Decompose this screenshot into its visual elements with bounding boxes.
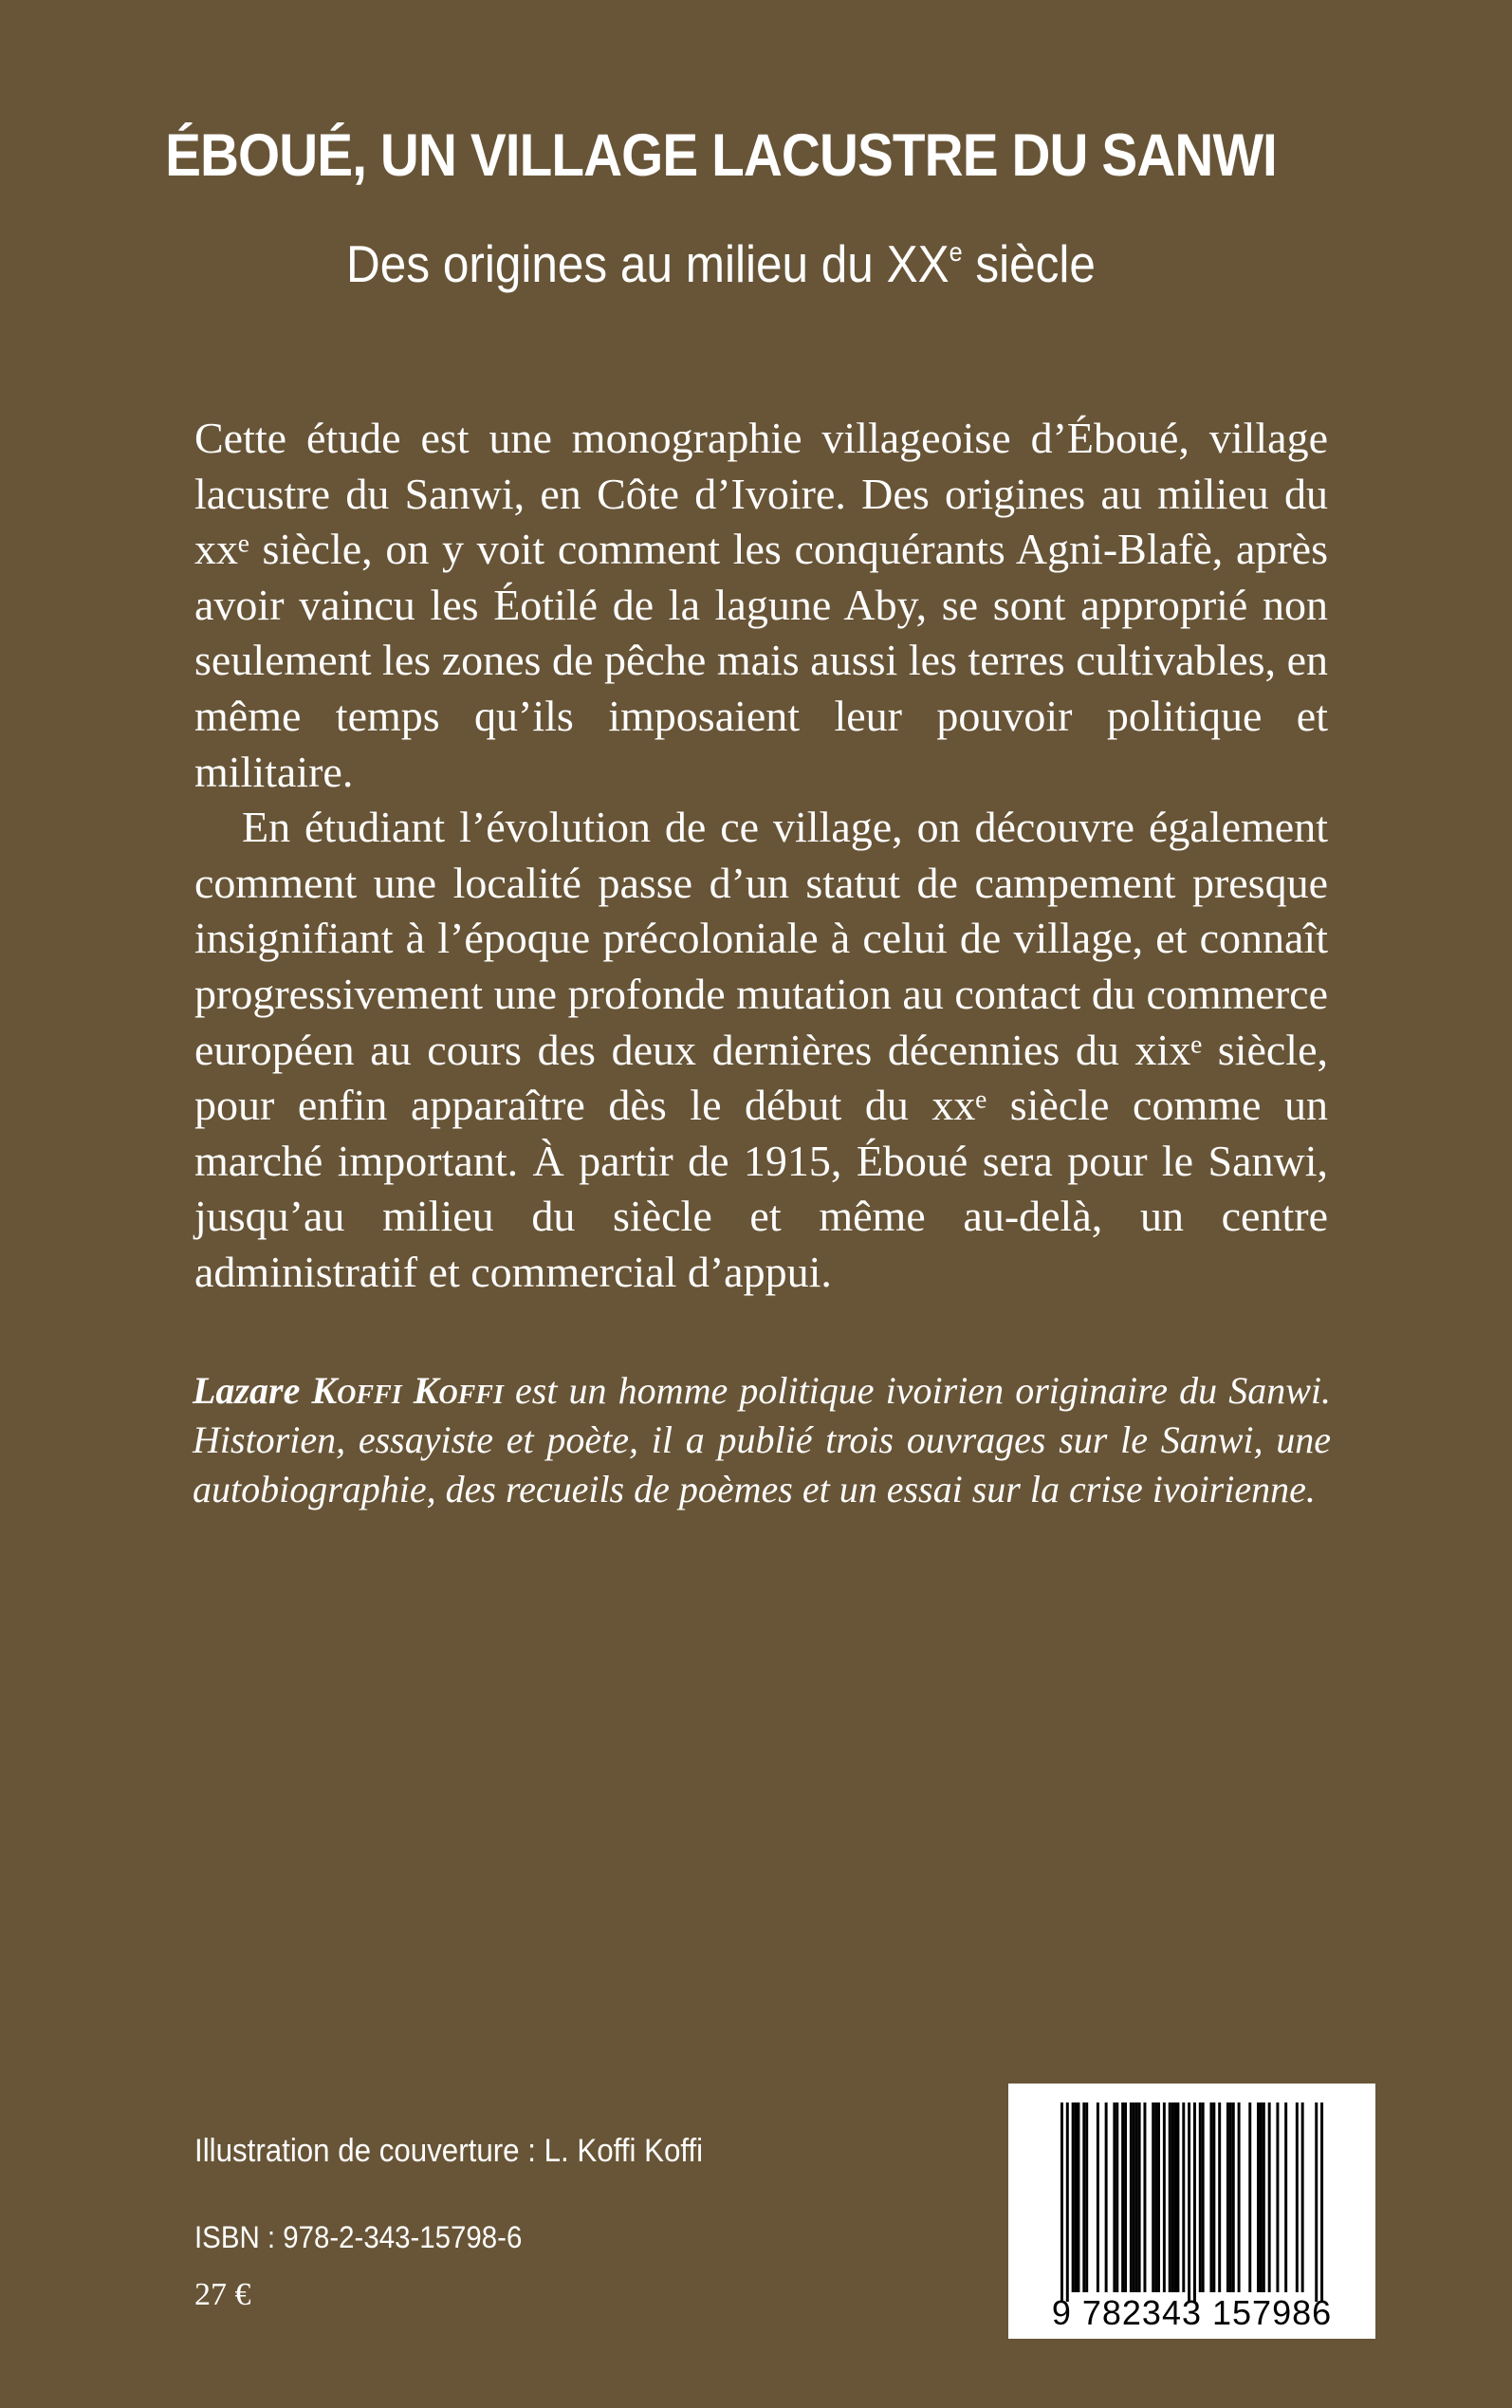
summary-paragraph-2: En étudiant l’évolution de ce village, on découvre également comment une localité passe d’un statut de campement presque insignifiant à l’époque précoloniale à celui de village, et connaît progressivement une profonde mutation au contact du commerce européen au cours des deux dernières décennies du xixᵉ siècle, pour enfin apparaître dès le début du xxᵉ siècle comme un marché important. À partir de 1915, Éboué sera pour le Sanwi, jusqu’au milieu du siècle et même au-delà, un centre administratif et commercial d’appui. <box>194 803 1328 1296</box>
barcode-bar <box>1105 2102 1108 2292</box>
barcode-bar <box>1182 2102 1185 2292</box>
barcode-bar <box>1226 2102 1229 2292</box>
barcode-bar <box>1209 2102 1212 2292</box>
barcode-bar <box>1263 2102 1265 2292</box>
barcode-bar <box>1199 2102 1202 2292</box>
barcode-bar <box>1077 2102 1079 2292</box>
barcode-bar <box>1315 2102 1318 2302</box>
barcode-bar <box>1075 2102 1078 2292</box>
barcode-bar <box>1212 2102 1215 2292</box>
cover-illustration-credit: Illustration de couverture : L. Koffi Koffi <box>194 2133 704 2169</box>
author-bio <box>193 1366 1331 1514</box>
barcode-bar <box>1218 2102 1221 2292</box>
book-title: ÉBOUÉ, UN VILLAGE LACUSTRE DU SANWI <box>165 122 1277 189</box>
barcode-bar <box>1124 2102 1127 2292</box>
barcode-bar <box>1229 2102 1232 2292</box>
subtitle-prefix: Des origines au milieu du XX <box>346 234 950 293</box>
subtitle-suffix: siècle <box>962 234 1096 293</box>
barcode-bar <box>1138 2102 1141 2292</box>
barcode-bar <box>1268 2102 1271 2292</box>
barcode-bar <box>1320 2102 1323 2302</box>
summary-text <box>194 411 1328 1301</box>
book-subtitle <box>72 232 1370 295</box>
barcode-bar <box>1130 2102 1133 2292</box>
barcode-bar <box>1284 2102 1287 2292</box>
barcode-bar <box>1232 2102 1235 2292</box>
barcode-bar <box>1171 2102 1174 2292</box>
subtitle-superscript: e <box>949 237 963 267</box>
barcode-bar <box>1238 2102 1241 2292</box>
author-bio-text: est un homme politique ivoirien originaire du Sanwi. Historien, essayiste et poète, il a publié trois ouvrages sur le Sanwi, une autobiographie, des recueils de poèmes et un essai sur la crise ivoirienne. <box>193 1369 1331 1510</box>
barcode-bar <box>1193 2102 1196 2302</box>
price: 27 € <box>194 2277 251 2312</box>
barcode-digits: 9 782343 157986 <box>1051 2293 1333 2332</box>
summary-paragraph-1: Cette étude est une monographie villageoise d’Éboué, village lacustre du Sanwi, en Côte d’Ivoire. Des origines au milieu du xxᵉ siècle, on y voit comment les conquérants Agni-Blafè, après avoir vaincu les Éotilé de la lagune Aby, se sont approprié non seulement les zones de pêche mais aussi les terres cultivables, en même temps qu’ils imposaient leur pouvoir politique et militaire. <box>194 414 1328 796</box>
barcode <box>1008 2084 1375 2339</box>
barcode-bars <box>1027 2102 1356 2302</box>
barcode-bar <box>1143 2102 1146 2292</box>
barcode-bar <box>1133 2102 1135 2292</box>
barcode-bar <box>1121 2102 1124 2292</box>
barcode-bar <box>1082 2102 1085 2292</box>
barcode-bar <box>1260 2102 1263 2292</box>
barcode-bar <box>1257 2102 1260 2292</box>
barcode-bar <box>1157 2102 1160 2292</box>
barcode-bar <box>1174 2102 1177 2292</box>
barcode-bar <box>1176 2102 1179 2292</box>
barcode-bar <box>1188 2102 1190 2302</box>
author-first-name: Lazare <box>193 1369 301 1412</box>
barcode-bar <box>1296 2102 1299 2292</box>
isbn: ISBN : 978-2-343-15798-6 <box>194 2220 523 2254</box>
barcode-bar <box>1066 2102 1069 2302</box>
author-name <box>193 1369 504 1412</box>
barcode-bar <box>1276 2102 1279 2292</box>
barcode-bar <box>1154 2102 1157 2292</box>
barcode-bar <box>1152 2102 1154 2292</box>
barcode-bar <box>1163 2102 1166 2292</box>
barcode-bar <box>1301 2102 1304 2292</box>
barcode-bar <box>1072 2102 1075 2292</box>
author-last-name: Koffi Koffi <box>311 1369 504 1412</box>
barcode-bar <box>1097 2102 1099 2292</box>
barcode-bar <box>1113 2102 1116 2292</box>
barcode-bar <box>1060 2102 1063 2302</box>
barcode-bar <box>1248 2102 1251 2292</box>
barcode-bar <box>1085 2102 1088 2292</box>
barcode-bar <box>1202 2102 1205 2292</box>
barcode-bar <box>1169 2102 1171 2292</box>
barcode-bar <box>1135 2102 1138 2292</box>
barcode-bar <box>1116 2102 1118 2292</box>
